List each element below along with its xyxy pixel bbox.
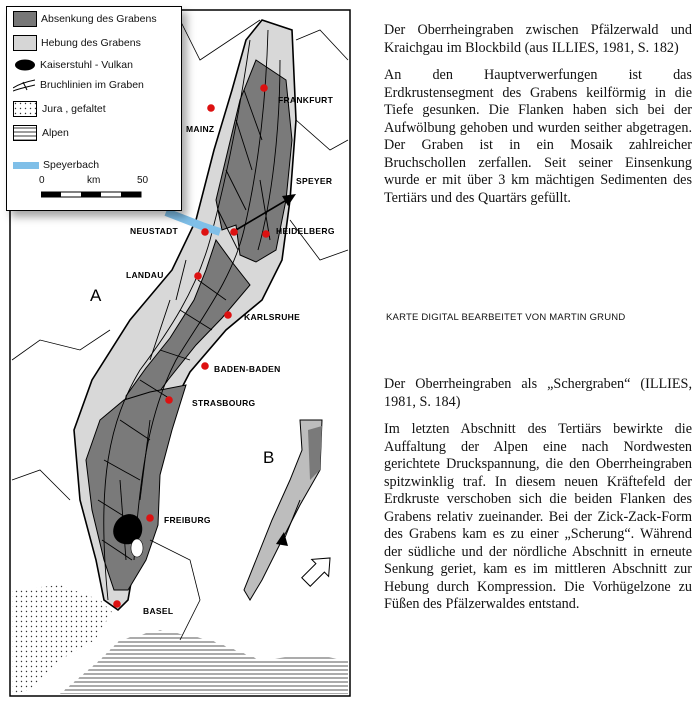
blue-bar-swatch-icon [13, 162, 39, 169]
scale-end: 50 [137, 175, 149, 186]
neustadt-dot [201, 228, 209, 236]
block1-title: Der Oberrheingraben zwischen Pfälzerwald und Kraichgau im Blockbild (aus ILLIES, 1981, S. 182) [384, 22, 692, 56]
map-legend [6, 6, 182, 211]
legend-row-speyerbach [13, 157, 99, 173]
city-label-mainz: MAINZ [186, 124, 215, 134]
block2-title: Der Oberrheingraben als „Schergraben“ (ILLIES, 1981, S. 184) [384, 376, 692, 410]
light-grey-swatch-icon [13, 35, 37, 51]
speyer-dot [230, 228, 238, 236]
legend-label: Alpen [42, 127, 69, 139]
scale-ruler [41, 190, 161, 200]
legend-row-jura [13, 101, 106, 117]
city-label-basel: BASEL [143, 606, 174, 616]
scale-bar [37, 175, 157, 205]
frankfurt-dot [260, 84, 268, 92]
legend-label: Hebung des Grabens [41, 37, 141, 49]
city-label-neustadt: NEUSTADT [130, 226, 179, 236]
text-block-1 [384, 22, 692, 207]
map-credit: KARTE DIGITAL BEARBEITET VON MARTIN GRUND [386, 312, 626, 323]
karlsruhe-dot [224, 311, 232, 319]
baden-baden-dot [201, 362, 209, 370]
map-label-b: B [263, 448, 275, 467]
strasbourg-dot [165, 396, 173, 404]
legend-row-uplift [13, 35, 141, 51]
city-label-karlsruhe: KARLSRUHE [244, 312, 301, 322]
city-label-speyer: SPEYER [296, 176, 333, 186]
city-label-baden-baden: BADEN-BADEN [214, 364, 281, 374]
legend-label: Speyerbach [43, 159, 100, 171]
landau-dot [194, 272, 202, 280]
city-label-freiburg: FREIBURG [164, 515, 211, 525]
city-label-frankfurt: FRANKFURT [278, 95, 334, 105]
city-label-strasbourg: STRASBOURG [192, 398, 256, 408]
block2-body: Im letzten Abschnitt des Tertiärs bewirkte die Auffaltung der Alpen eine nach Nordwesten gerichtete Druckspannung, die den Oberrheingraben spitzwinklig traf. In diesem neuen Kräftefeld der Erdkruste verschoben sich die beiden Flanken des Grabens relativ zueinander. Bei der Zick-Zack-Form des Grabens kam es zu einer „Scherung“. Während der südliche und der nördliche Abschnitt in erneute Senkung geriet, kam es im mittleren Abschnitt zur Hebung durch Kompression. Die Vorhügelzone zu Füßen des Pfälzerwaldes entstand. [384, 421, 692, 612]
legend-row-faults [13, 77, 144, 93]
heidelberg-dot [262, 230, 270, 238]
hatched-swatch-icon [13, 125, 37, 141]
legend-label: Jura , gefaltet [42, 103, 106, 115]
legend-row-alpen [13, 125, 69, 141]
mainz-dot [207, 104, 215, 112]
basel-dot [113, 600, 121, 608]
city-label-landau: LANDAU [126, 270, 164, 280]
black-blob-swatch-icon [13, 58, 35, 72]
alpen-area [60, 630, 348, 694]
map-label-a: A [90, 286, 102, 305]
legend-label: Kaiserstuhl - Vulkan [40, 59, 133, 71]
text-block-2 [384, 376, 692, 614]
legend-row-subsidence [13, 11, 157, 27]
white-patch [131, 539, 143, 557]
inset-b-diagram [244, 420, 339, 600]
scale-start: 0 [39, 175, 45, 186]
dotted-swatch-icon [13, 101, 37, 117]
city-label-heidelberg: HEIDELBERG [276, 226, 335, 236]
legend-label: Bruchlinien im Graben [40, 79, 144, 91]
scale-unit: km [87, 175, 101, 186]
legend-row-volcano [13, 57, 133, 73]
block1-body: An den Hauptverwerfungen ist das Erdkrustensegment des Grabens keilförmig in die Tiefe gesunken. Die Flanken haben sich bei der Aufwölbung gehoben und wurden seither abgetragen. Der Graben ist in ein Mosaik zahlreicher Bruchschollen zerfallen. Seit seiner Einsenkung wurde er mit über 3 km mächtigen Sedimenten des Tertiärs und des Quartärs gefüllt. [384, 67, 692, 206]
legend-label: Absenkung des Grabens [41, 13, 157, 25]
fault-lines-swatch-icon [13, 78, 35, 92]
freiburg-dot [146, 514, 154, 522]
dark-grey-swatch-icon [13, 11, 37, 27]
